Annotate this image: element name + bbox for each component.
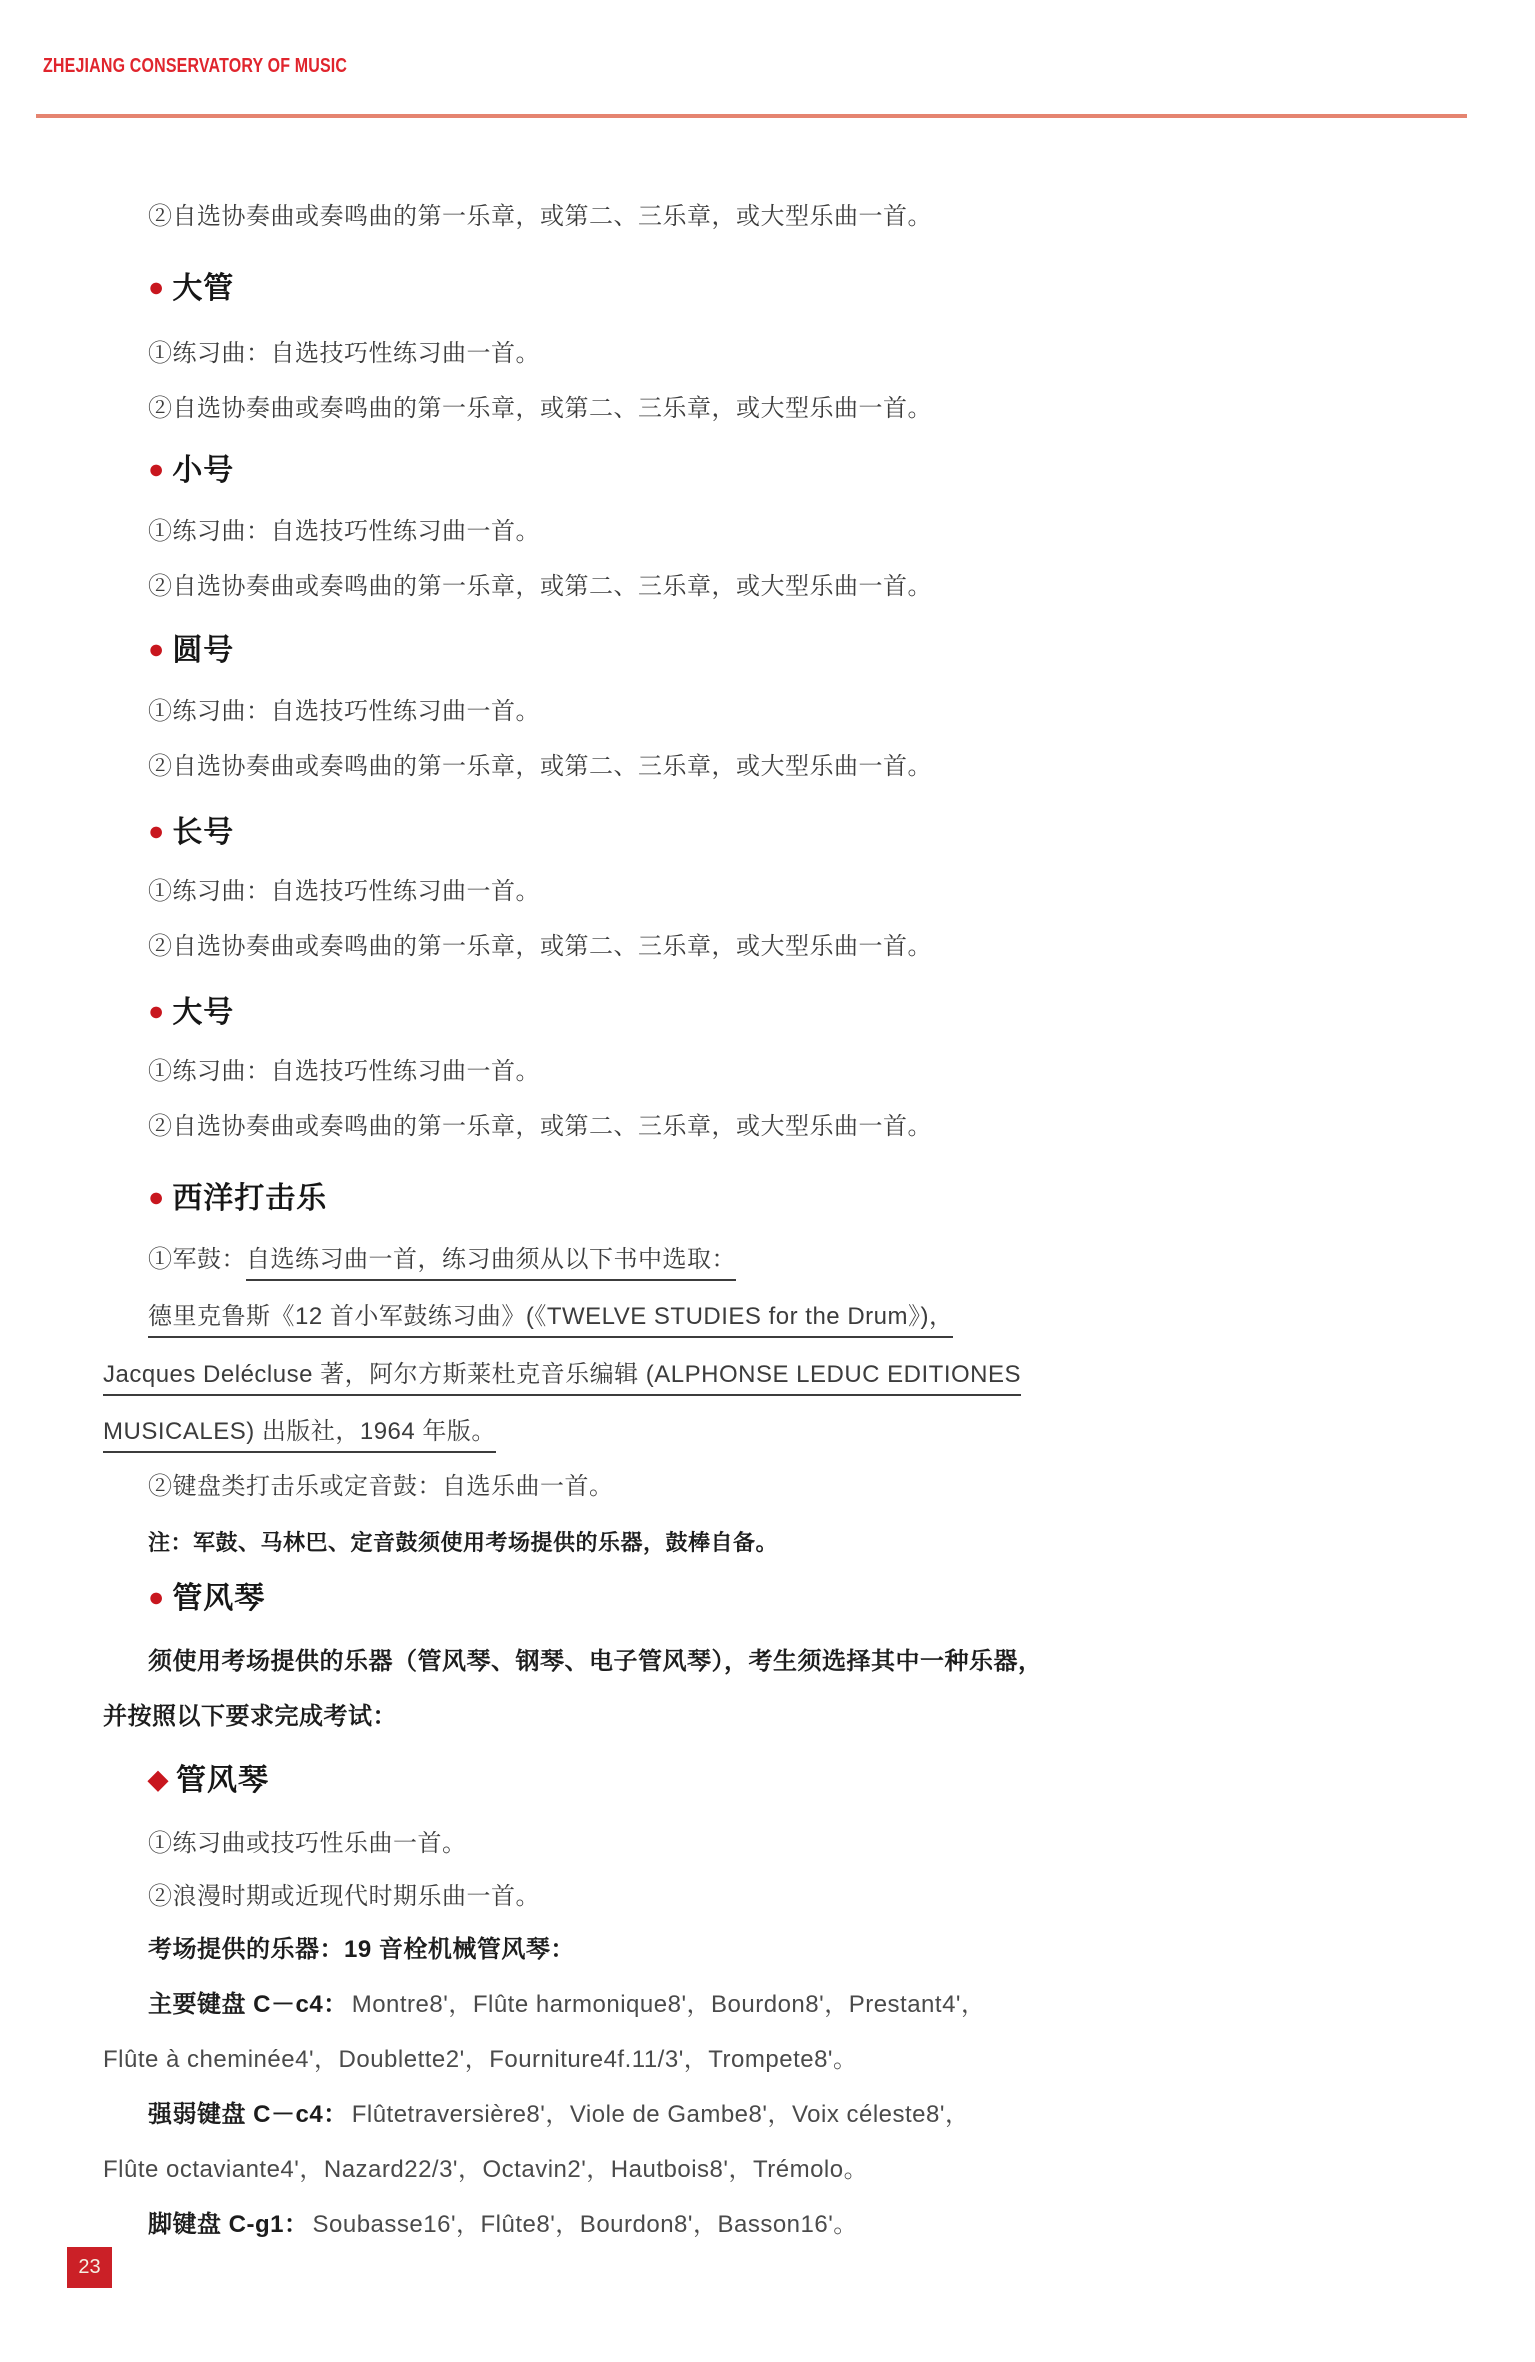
bullet-icon: ● [148,634,166,664]
requirement-line: ②自选协奏曲或奏鸣曲的第一乐章，或第二、三乐章，或大型乐曲一首。 [148,573,932,600]
note-line: 注：军鼓、马林巴、定音鼓须使用考场提供的乐器，鼓棒自备。 [148,1530,779,1555]
requirement-line: ②自选协奏曲或奏鸣曲的第一乐章，或第二、三乐章，或大型乐曲一首。 [148,1113,932,1140]
header-divider [36,114,1467,118]
requirement-line: ②键盘类打击乐或定音鼓：自选乐曲一首。 [148,1473,614,1500]
organ-manual2-line: Flûte octaviante4'，Nazard22/3'，Octavin2'，Hautbois8'，Trémolo。 [103,2156,869,2183]
diamond-icon: ◆ [148,1764,169,1794]
requirement-line: ①练习曲：自选技巧性练习曲一首。 [148,340,540,367]
section-title: 大管 [172,272,235,305]
book-reference-line: Jacques Delécluse 著，阿尔方斯莱杜克音乐编辑 (ALPHONSE LEDUC EDITIONES [103,1358,1021,1392]
requirement-line: ①练习曲：自选技巧性练习曲一首。 [148,1058,540,1085]
organ-intro-line: 须使用考场提供的乐器（管风琴、钢琴、电子管风琴），考生须选择其中一种乐器， [148,1648,1043,1675]
bullet-icon: ● [148,816,166,846]
requirement-line: ②自选协奏曲或奏鸣曲的第一乐章，或第二、三乐章，或大型乐曲一首。 [148,395,932,422]
manual1-label: 主要键盘 C－c4： [148,1991,348,2018]
pedal-label: 脚键盘 C-g1： [148,2211,309,2238]
bullet-icon: ● [148,454,166,484]
snare-prefix: ①军鼓： [148,1246,246,1273]
section-header-trumpet [148,450,234,490]
manual1-stops: Montre8'，Flûte harmonique8'，Bourdon8'，Prestant4'， [351,1991,986,2018]
requirement-line-snare [148,1243,736,1277]
pedal-stops: Soubasse16'，Flûte8'，Bourdon8'，Basson16'。 [312,2211,858,2238]
organ-intro-line: 并按照以下要求完成考试： [103,1703,397,1730]
section-title: 圆号 [172,634,235,667]
requirement-line: ①练习曲或技巧性乐曲一首。 [148,1830,467,1857]
section-header-organ [148,1578,265,1618]
requirement-line: ①练习曲：自选技巧性练习曲一首。 [148,878,540,905]
requirement-line-continuation: ②自选协奏曲或奏鸣曲的第一乐章，或第二、三乐章，或大型乐曲一首。 [148,203,932,230]
manual2-label: 强弱键盘 C－c4： [148,2101,348,2128]
manual2-stops: Flûtetraversière8'，Viole de Gambe8'，Voix céleste8'， [351,2101,970,2128]
requirement-line: ①练习曲：自选技巧性练习曲一首。 [148,518,540,545]
section-title: 管风琴 [172,1582,266,1615]
page-number-badge: 23 [67,2247,112,2288]
requirement-line: ②浪漫时期或近现代时期乐曲一首。 [148,1883,540,1910]
section-header-western-percussion [148,1178,327,1218]
section-title: 小号 [172,454,235,487]
provided-instrument-line: 考场提供的乐器：19 音栓机械管风琴： [148,1936,575,1963]
section-title: 大号 [172,996,235,1029]
section-header-bassoon [148,268,234,308]
section-header-tuba [148,992,234,1032]
organ-manual1-line: Flûte à cheminée4'，Doublette2'，Fourniture4f.11/3'，Trompete8'。 [103,2046,858,2073]
organ-manual2-line [148,2098,969,2132]
organ-pedal-line [148,2208,858,2242]
requirement-line: ②自选协奏曲或奏鸣曲的第一乐章，或第二、三乐章，或大型乐曲一首。 [148,933,932,960]
bullet-icon: ● [148,1182,166,1212]
bullet-icon: ● [148,996,166,1026]
section-title: 西洋打击乐 [172,1182,328,1215]
book-reference-line: 德里克鲁斯《12 首小军鼓练习曲》(《TWELVE STUDIES for the Drum》)， [148,1300,953,1334]
organ-manual1-line [148,1988,986,2022]
subsection-title: 管风琴 [176,1764,269,1797]
requirement-line: ②自选协奏曲或奏鸣曲的第一乐章，或第二、三乐章，或大型乐曲一首。 [148,753,932,780]
snare-requirement-underlined: 自选练习曲一首，练习曲须从以下书中选取： [246,1246,736,1281]
bullet-icon: ● [148,1582,166,1612]
section-header-horn [148,630,234,670]
book-reference-line: MUSICALES) 出版社，1964 年版。 [103,1415,496,1449]
bullet-icon: ● [148,272,166,302]
section-title: 长号 [172,816,235,849]
page-header-title: ZHEJIANG CONSERVATORY OF MUSIC [43,55,348,77]
subsection-header-organ [148,1760,269,1800]
section-header-trombone [148,812,234,852]
requirement-line: ①练习曲：自选技巧性练习曲一首。 [148,698,540,725]
